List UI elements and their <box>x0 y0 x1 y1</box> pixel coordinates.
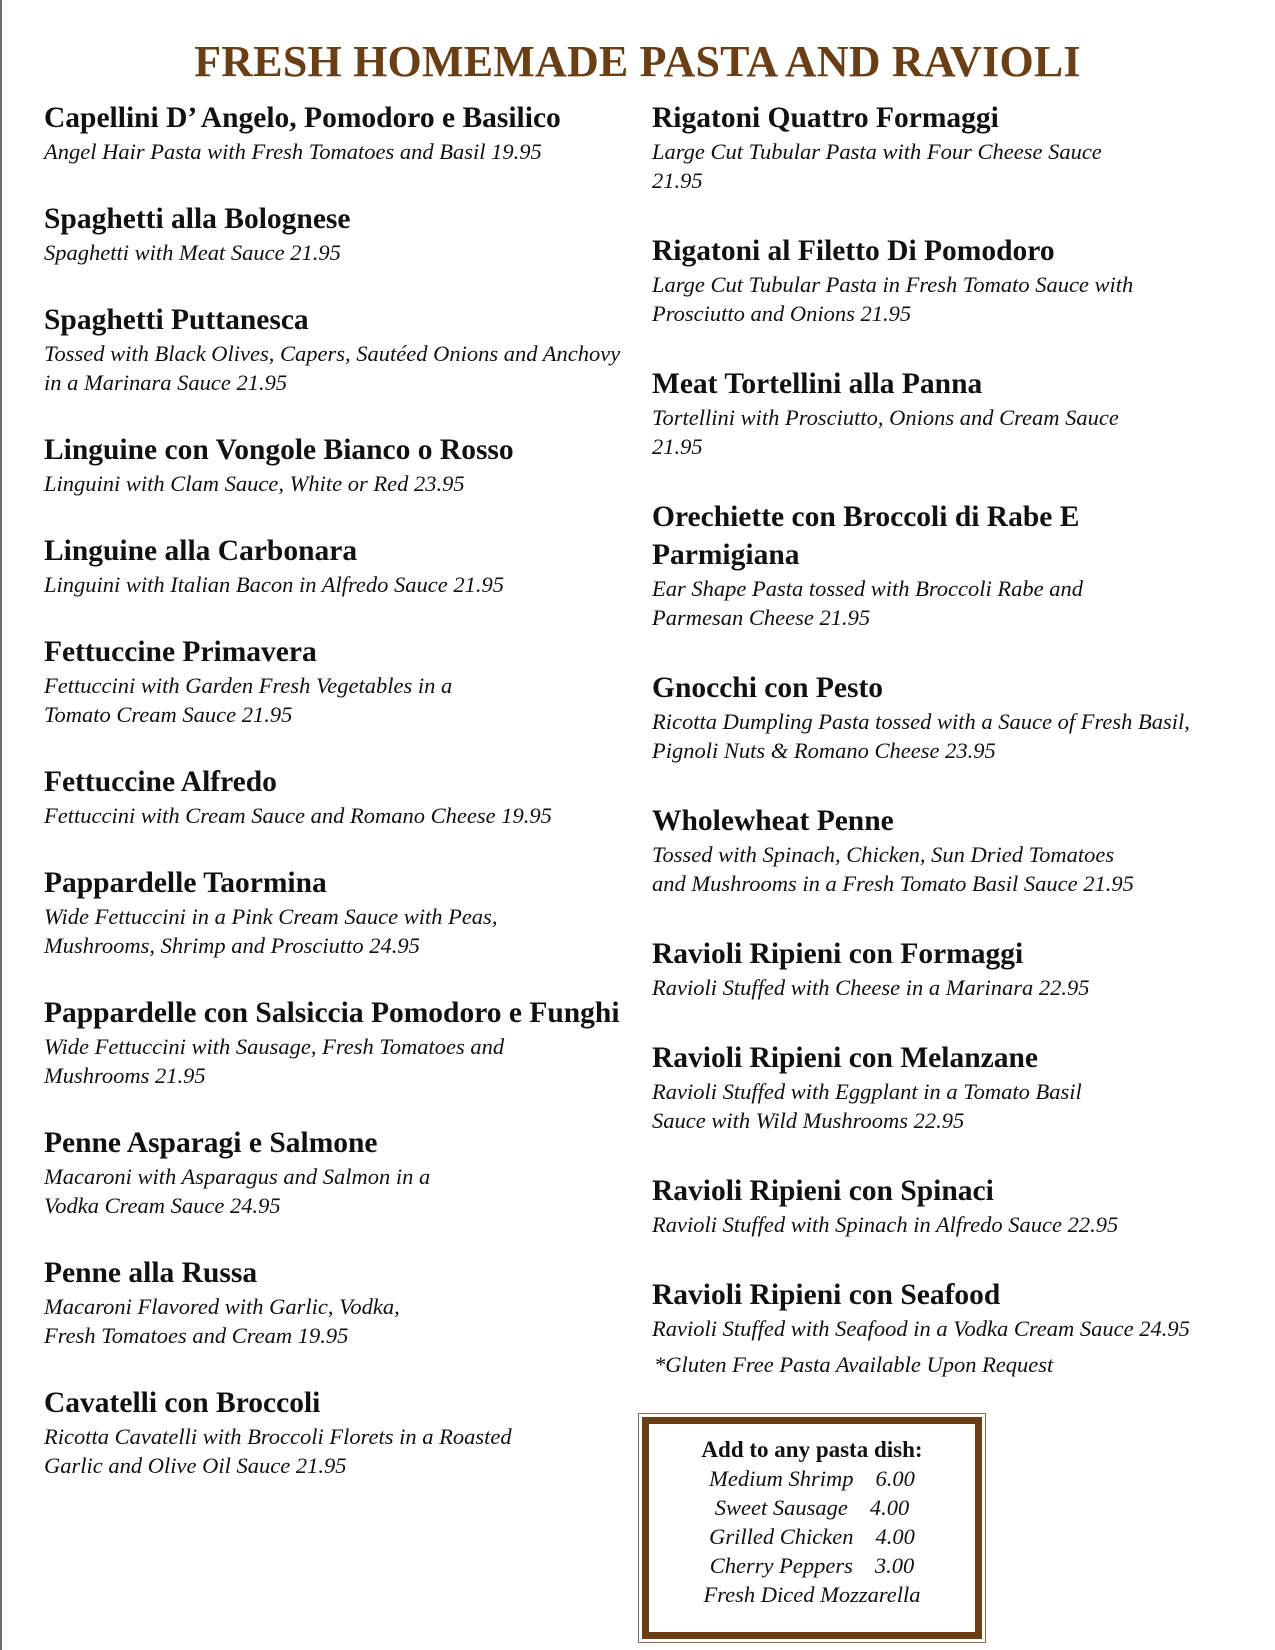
addon-item <box>657 1580 967 1609</box>
dish-description: Wide Fettuccini with Sausage, Fresh Tomatoes and Mushrooms 21.95 <box>44 1034 505 1088</box>
addon-item <box>657 1551 967 1580</box>
dish-item <box>652 1039 1212 1135</box>
dish-description: Large Cut Tubular Pasta with Four Cheese Sauce 21.95 <box>652 139 1102 193</box>
addon-box <box>638 1413 986 1643</box>
dish-name: Meat Tortellini alla Panna <box>652 368 983 400</box>
dish-item <box>652 669 1212 765</box>
page-left-border <box>0 0 2 1650</box>
addon-item <box>657 1493 967 1522</box>
dish-description: Linguini with Italian Bacon in Alfredo Sauce 21.95 <box>44 572 504 597</box>
dish-name: Capellini D’ Angelo, Pomodoro e Basilico <box>44 102 561 134</box>
dish-name: Rigatoni Quattro Formaggi <box>652 102 999 134</box>
dish-description: Angel Hair Pasta with Fresh Tomatoes and Basil 19.95 <box>44 139 542 164</box>
addon-item <box>657 1522 967 1551</box>
right-menu-column <box>652 99 1212 1343</box>
dish-name: Spaghetti Puttanesca <box>44 304 309 336</box>
dish-name: Ravioli Ripieni con Melanzane <box>652 1042 1038 1074</box>
dish-name: Penne alla Russa <box>44 1257 258 1289</box>
dish-description: Tortellini with Prosciutto, Onions and Cream Sauce 21.95 <box>652 405 1119 459</box>
dish-description: Macaroni with Asparagus and Salmon in a Vodka Cream Sauce 24.95 <box>44 1164 431 1218</box>
dish-item <box>44 200 624 267</box>
dish-item <box>44 1124 624 1220</box>
dish-description: Fettuccini with Garden Fresh Vegetables in a Tomato Cream Sauce 21.95 <box>44 673 453 727</box>
addon-label: Grilled Chicken <box>709 1524 854 1549</box>
dish-description: Tossed with Black Olives, Capers, Sautéed Onions and Anchovy in a Marinara Sauce 21.95 <box>44 341 621 395</box>
addon-title: Add to any pasta dish: <box>701 1437 923 1462</box>
dish-description: Wide Fettuccini in a Pink Cream Sauce with Peas, Mushrooms, Shrimp and Prosciutto 24.95 <box>44 904 498 958</box>
dish-name: Pappardelle Taormina <box>44 867 327 899</box>
dish-name: Gnocchi con Pesto <box>652 672 884 704</box>
dish-name: Linguine con Vongole Bianco o Rosso <box>44 434 514 466</box>
dish-item <box>44 633 624 729</box>
dish-name: Penne Asparagi e Salmone <box>44 1127 378 1159</box>
dish-item <box>652 498 1212 632</box>
dish-item <box>652 365 1212 461</box>
dish-item <box>44 431 624 498</box>
dish-description: Ravioli Stuffed with Cheese in a Marinara 22.95 <box>652 975 1090 1000</box>
dish-description: Spaghetti with Meat Sauce 21.95 <box>44 240 341 265</box>
addon-label: Fresh Diced Mozzarella <box>703 1582 921 1607</box>
dish-description: Tossed with Spinach, Chicken, Sun Dried Tomatoes and Mushrooms in a Fresh Tomato Basil Sauce 21.95 <box>652 842 1134 896</box>
dish-name: Linguine alla Carbonara <box>44 535 358 567</box>
dish-description: Linguini with Clam Sauce, White or Red 23.95 <box>44 471 465 496</box>
dish-item <box>652 232 1212 328</box>
dish-item <box>652 99 1212 195</box>
dish-description: Ear Shape Pasta tossed with Broccoli Rabe and Parmesan Cheese 21.95 <box>652 576 1083 630</box>
dish-item <box>44 763 624 830</box>
addon-price: 3.00 <box>874 1553 915 1578</box>
dish-name: Wholewheat Penne <box>652 805 894 837</box>
left-menu-column <box>44 99 624 1480</box>
dish-description: Ricotta Cavatelli with Broccoli Florets in a Roasted Garlic and Olive Oil Sauce 21.95 <box>44 1424 512 1478</box>
addon-price: 4.00 <box>875 1524 915 1549</box>
dish-item <box>44 99 624 166</box>
dish-description: Macaroni Flavored with Garlic, Vodka, Fresh Tomatoes and Cream 19.95 <box>44 1294 400 1348</box>
dish-name: Fettuccine Alfredo <box>44 766 277 798</box>
dish-item <box>44 864 624 960</box>
addon-label: Cherry Peppers <box>709 1553 853 1578</box>
dish-item <box>652 1276 1212 1343</box>
dish-description: Ricotta Dumpling Pasta tossed with a Sauce of Fresh Basil, Pignoli Nuts & Romano Cheese 23.95 <box>652 709 1190 763</box>
dish-name: Fettuccine Primavera <box>44 636 317 668</box>
dish-description: Ravioli Stuffed with Eggplant in a Tomato Basil Sauce with Wild Mushrooms 22.95 <box>652 1079 1082 1133</box>
dish-item <box>44 532 624 599</box>
gluten-free-note: *Gluten Free Pasta Available Upon Request <box>654 1352 1054 1377</box>
dish-item <box>44 994 624 1090</box>
dish-name: Rigatoni al Filetto Di Pomodoro <box>652 235 1055 267</box>
dish-item <box>44 1384 624 1480</box>
dish-item <box>652 802 1212 898</box>
dish-name: Pappardelle con Salsiccia Pomodoro e Funghi <box>44 997 620 1029</box>
dish-item <box>44 301 624 397</box>
dish-description: Ravioli Stuffed with Spinach in Alfredo Sauce 22.95 <box>652 1212 1119 1237</box>
dish-name: Ravioli Ripieni con Formaggi <box>652 938 1024 970</box>
addon-label: Sweet Sausage <box>714 1495 848 1520</box>
dish-item <box>652 935 1212 1002</box>
addon-price: 6.00 <box>875 1466 915 1491</box>
dish-item <box>44 1254 624 1350</box>
dish-name: Ravioli Ripieni con Seafood <box>652 1279 1001 1311</box>
dish-description: Ravioli Stuffed with Seafood in a Vodka Cream Sauce 24.95 <box>652 1316 1190 1341</box>
addon-box-inner <box>642 1417 982 1639</box>
dish-name: Orechiette con Broccoli di Rabe E Parmigiana <box>652 501 1080 571</box>
dish-name: Spaghetti alla Bolognese <box>44 203 351 235</box>
menu-title: FRESH HOMEMADE PASTA AND RAVIOLI <box>194 37 1081 86</box>
addon-label: Medium Shrimp <box>709 1466 854 1491</box>
dish-name: Cavatelli con Broccoli <box>44 1387 321 1419</box>
dish-description: Large Cut Tubular Pasta in Fresh Tomato Sauce with Prosciutto and Onions 21.95 <box>652 272 1134 326</box>
addon-item <box>657 1464 967 1493</box>
dish-name: Ravioli Ripieni con Spinaci <box>652 1175 994 1207</box>
dish-description: Fettuccini with Cream Sauce and Romano Cheese 19.95 <box>44 803 552 828</box>
addon-price: 4.00 <box>869 1495 910 1520</box>
dish-item <box>652 1172 1212 1239</box>
